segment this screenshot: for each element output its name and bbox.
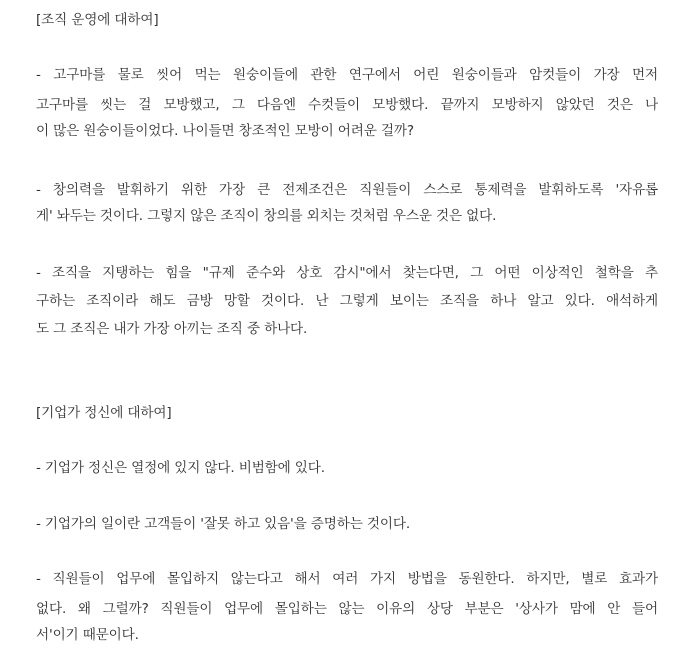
paragraph-line: 게' 놔두는 것이다. 그렇지 않은 조직이 창의를 외치는 것처럼 우스운 것은 없다. bbox=[36, 208, 497, 224]
paragraph-line: - 직원들이 업무에 몰입하지 않는다고 해서 여러 가지 방법을 동원한다. 하지만, 별로 효과가 bbox=[36, 571, 658, 587]
paragraph-line: - 창의력을 발휘하기 위한 가장 큰 전제조건은 직원들이 스스로 통제력을 발휘하도록 '자유롭 bbox=[36, 182, 658, 198]
paragraph-line: 이 많은 원숭이들이었다. 나이들면 창조적인 모방이 어려운 걸까? bbox=[36, 123, 414, 139]
paragraph-line: - 기업가의 일이란 고객들이 '잘못 하고 있음'을 증명하는 것이다. bbox=[36, 516, 411, 532]
paragraph-line: 서'이기 때문이다. bbox=[36, 627, 139, 643]
paragraph-line: 고구마를 씻는 걸 모방했고, 그 다음엔 수컷들이 모방했다. 끝까지 모방하지 않았던 것은 나 bbox=[36, 97, 658, 113]
paragraph-line: - 고구마를 물로 씻어 먹는 원숭이들에 관한 연구에서 어린 원숭이들과 암컷들이 가장 먼저 bbox=[36, 67, 658, 83]
section-heading-organization: [조직 운영에 대하여] bbox=[36, 12, 159, 28]
paragraph-line: - 조직을 지탱하는 힘을 "규제 준수와 상호 감시"에서 찾는다면, 그 어떤 이상적인 철학을 추 bbox=[36, 265, 658, 281]
paragraph-line: 도 그 조직은 내가 가장 아끼는 조직 중 하나다. bbox=[36, 321, 308, 337]
paragraph-line: - 기업가 정신은 열정에 있지 않다. 비범함에 있다. bbox=[36, 460, 325, 476]
paragraph-line: 구하는 조직이라 해도 금방 망할 것이다. 난 그렇게 보이는 조직을 하나 알고 있다. 애석하게 bbox=[36, 293, 658, 309]
paragraph-line: 없다. 왜 그럴까? 직원들이 업무에 몰입하는 않는 이유의 상당 부분은 '상사가 맘에 안 들어 bbox=[36, 601, 658, 617]
section-heading-entrepreneurship: [기업가 정신에 대하여] bbox=[36, 405, 172, 421]
